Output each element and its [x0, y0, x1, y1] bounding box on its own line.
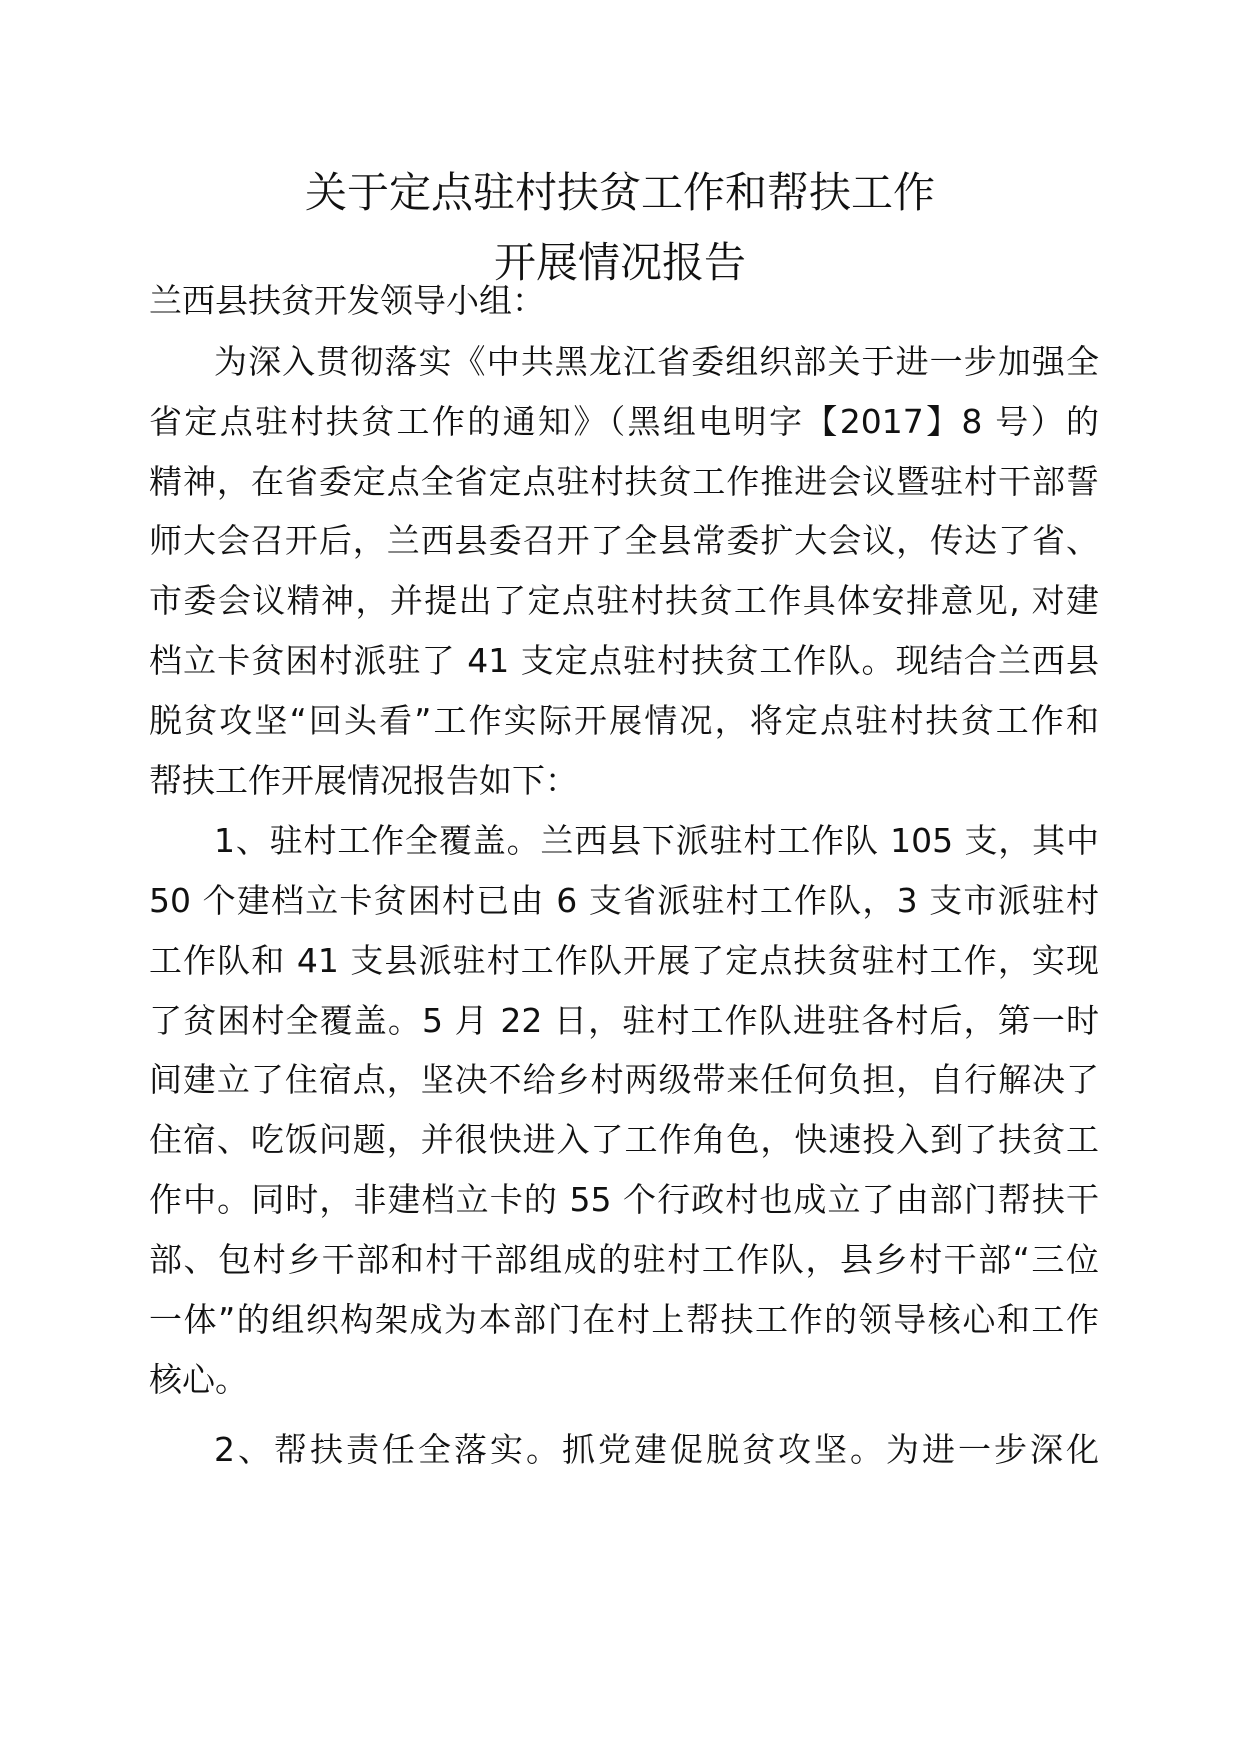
paragraph-1-line: 脱贫攻坚“回头看”工作实际开展情况，将定点驻村扶贫工作和 [149, 701, 1099, 740]
paragraph-2-line: 一体”的组织构架成为本部门在村上帮扶工作的领导核心和工作 [149, 1300, 1099, 1339]
document-title-line-1: 关于定点驻村扶贫工作和帮扶工作 [304, 168, 935, 217]
paragraph-2-line: 1、驻村工作全覆盖。兰西县下派驻村工作队 105 支，其中 [214, 821, 1099, 860]
paragraph-2-line: 工作队和 41 支县派驻村工作队开展了定点扶贫驻村工作，实现 [149, 941, 1099, 980]
paragraph-1-line: 精神，在省委定点全省定点驻村扶贫工作推进会议暨驻村干部誓 [149, 462, 1099, 501]
paragraph-2-line: 50 个建档立卡贫困村已由 6 支省派驻村工作队，3 支市派驻村 [149, 881, 1099, 920]
paragraph-2-line: 作中。同时，非建档立卡的 55 个行政村也成立了由部门帮扶干 [149, 1180, 1099, 1219]
paragraph-1-line: 为深入贯彻落实《中共黑龙江省委组织部关于进一步加强全 [214, 342, 1099, 381]
paragraph-1-line: 帮扶工作开展情况报告如下： [149, 761, 578, 800]
paragraph-2-line: 核心。 [149, 1360, 248, 1399]
paragraph-1-line: 省定点驻村扶贫工作的通知》（黑组电明字【2017】8 号）的 [149, 402, 1099, 441]
paragraph-1-line: 师大会召开后，兰西县委召开了全县常委扩大会议，传达了省、 [149, 521, 1099, 560]
paragraph-3-line: 2、帮扶责任全落实。抓党建促脱贫攻坚。为进一步深化 [214, 1430, 1099, 1469]
paragraph-2-line: 了贫困村全覆盖。5 月 22 日，驻村工作队进驻各村后，第一时 [149, 1001, 1099, 1040]
paragraph-2-line: 部、包村乡干部和村干部组成的驻村工作队，县乡村干部“三位 [149, 1240, 1099, 1279]
paragraph-2-line: 住宿、吃饭问题，并很快进入了工作角色，快速投入到了扶贫工 [149, 1120, 1099, 1159]
paragraph-2-line: 间建立了住宿点，坚决不给乡村两级带来任何负担，自行解决了 [149, 1060, 1099, 1099]
document-title-line-2: 开展情况报告 [493, 238, 746, 287]
paragraph-1-line: 市委会议精神，并提出了定点驻村扶贫工作具体安排意见, 对建 [149, 581, 1099, 620]
paragraph-1-line: 档立卡贫困村派驻了 41 支定点驻村扶贫工作队。现结合兰西县 [149, 641, 1099, 680]
salutation: 兰西县扶贫开发领导小组： [149, 281, 545, 320]
